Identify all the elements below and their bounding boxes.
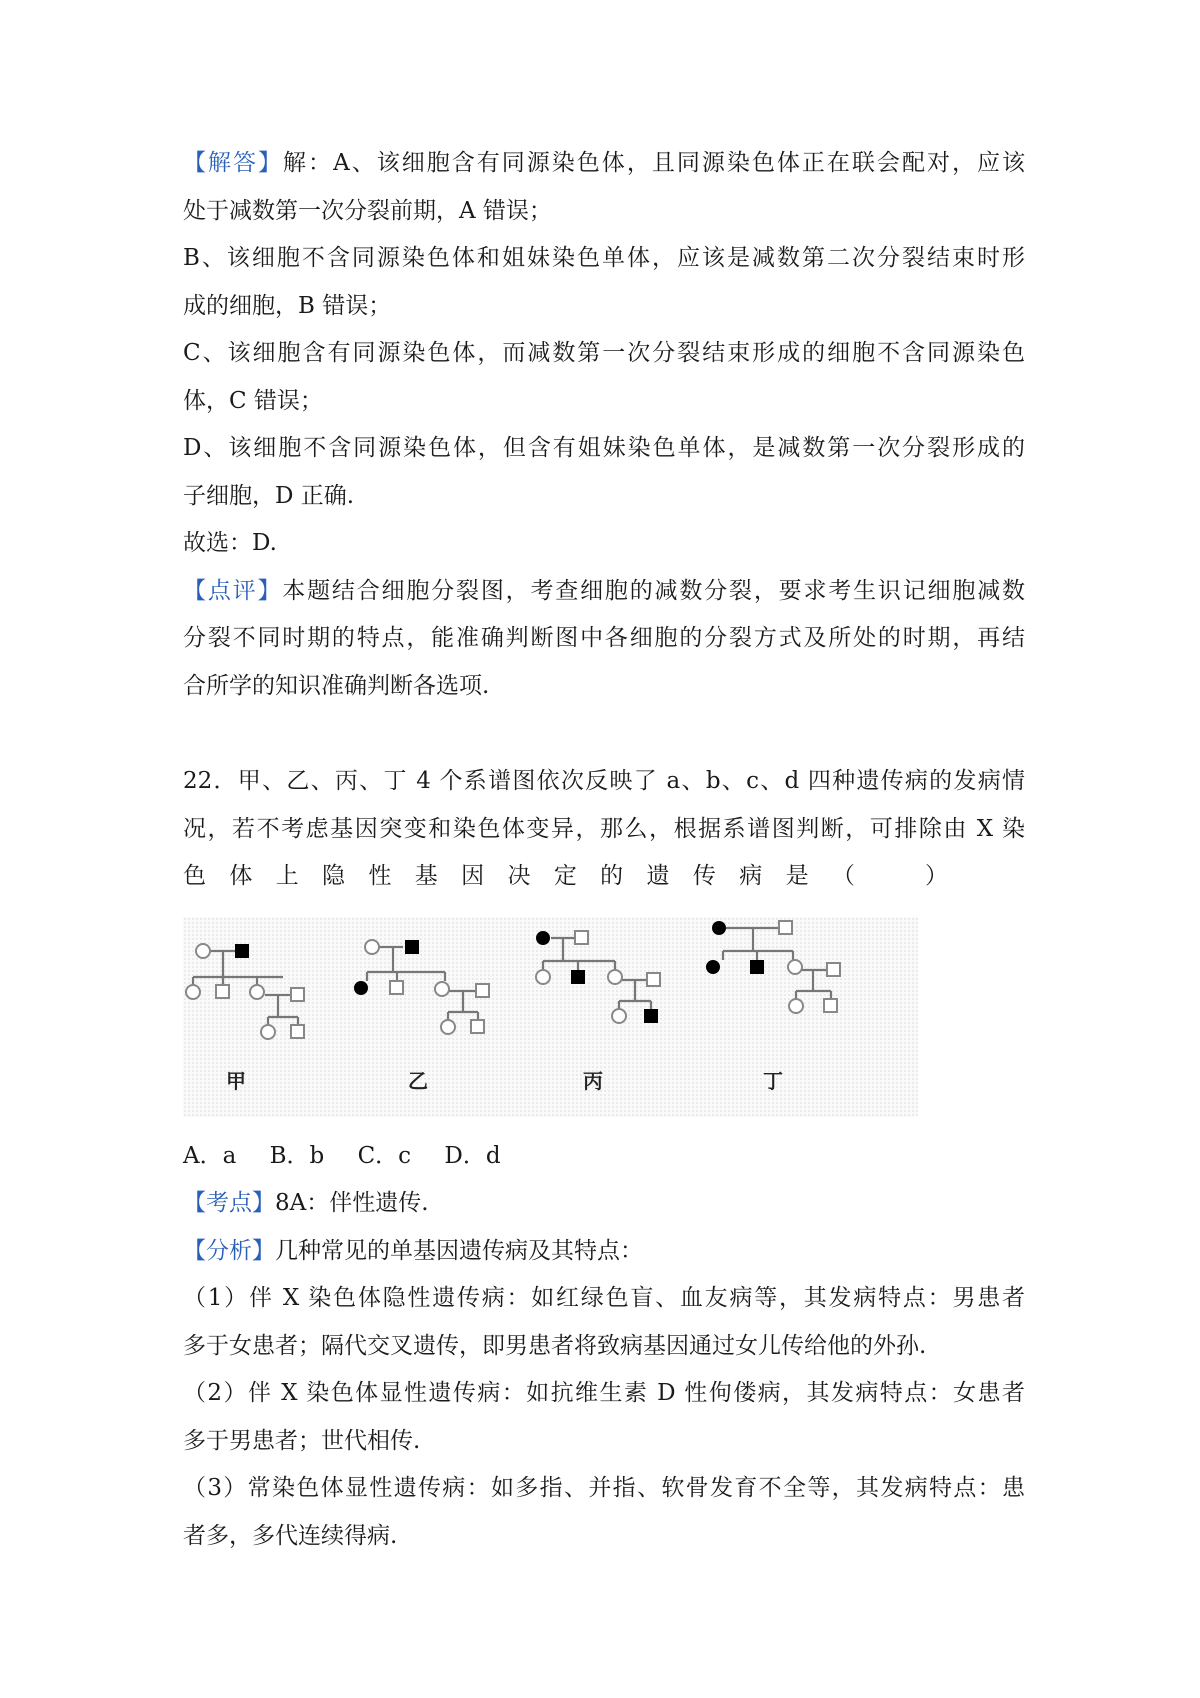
analysis-item-1-line-2: 多于女患者；隔代交叉遗传，即男患者将致病基因通过女儿传给他的外孙. bbox=[183, 1332, 927, 1359]
affected-female-symbol bbox=[536, 931, 550, 945]
analysis-line: 【分析】几种常见的单基因遗传病及其特点： bbox=[183, 1237, 643, 1264]
unaffected-female-symbol bbox=[441, 1020, 455, 1034]
document-page bbox=[183, 140, 1025, 1560]
answer-line-3: B、该细胞不含同源染色体和姐妹染色单体，应该是减数第二次分裂结束时形 bbox=[183, 245, 1025, 271]
unaffected-female-symbol bbox=[196, 944, 210, 958]
answer-conclusion: 故选：D. bbox=[183, 530, 277, 556]
unaffected-female-symbol bbox=[261, 1025, 275, 1039]
unaffected-male-symbol bbox=[779, 921, 792, 934]
option-c: C．c bbox=[357, 1142, 412, 1169]
unaffected-male-symbol bbox=[216, 985, 229, 998]
affected-male-symbol bbox=[571, 970, 585, 984]
answer-options bbox=[183, 1133, 1025, 1181]
answer-line-6: 体，C 错误； bbox=[183, 387, 323, 414]
affected-male-symbol bbox=[235, 944, 249, 958]
option-d: D．d bbox=[444, 1142, 501, 1169]
unaffected-female-symbol bbox=[250, 985, 264, 999]
pedigree-label-yi: 乙 bbox=[408, 1068, 428, 1093]
unaffected-male-symbol bbox=[390, 981, 403, 994]
affected-male-symbol bbox=[405, 940, 419, 954]
question-line-3: 色 体 上 隐 性 基 因 决 定 的 遗 传 病 是 （ ） bbox=[183, 863, 948, 889]
pedigree-label-ding: 丁 bbox=[763, 1068, 783, 1093]
answer-line-5: C、该细胞含有同源染色体，而减数第一次分裂结束形成的细胞不含同源染色 bbox=[183, 340, 1025, 366]
unaffected-male-symbol bbox=[824, 999, 837, 1012]
unaffected-female-symbol bbox=[789, 999, 803, 1013]
comment-line-2: 分裂不同时期的特点，能准确判断图中各细胞的分裂方式及所处的时期，再结 bbox=[183, 625, 1025, 651]
answer-line-4: 成的细胞，B 错误； bbox=[183, 292, 392, 319]
unaffected-male-symbol bbox=[476, 984, 489, 997]
unaffected-female-symbol bbox=[612, 1009, 626, 1023]
analysis-item-2-line-2: 多于男患者；世代相传. bbox=[183, 1427, 421, 1454]
answer-line-8: 子细胞，D 正确. bbox=[183, 482, 355, 509]
affected-male-symbol bbox=[750, 960, 764, 974]
question-line-2: 况，若不考虑基因突变和染色体变异，那么，根据系谱图判断，可排除由 X 染 bbox=[183, 815, 1025, 842]
unaffected-male-symbol bbox=[291, 988, 304, 1001]
unaffected-female-symbol bbox=[435, 982, 449, 996]
unaffected-male-symbol bbox=[647, 973, 660, 986]
analysis-tag: 【分析】 bbox=[183, 1237, 275, 1264]
analysis-item-3-line-1: （3）常染色体显性遗传病：如多指、并指、软骨发育不全等，其发病特点：患 bbox=[183, 1475, 1025, 1501]
kaodian-line: 【考点】8A：伴性遗传. bbox=[183, 1190, 429, 1216]
comment-line-1: 【点评】本题结合细胞分裂图，考查细胞的减数分裂，要求考生识记细胞减数 bbox=[183, 577, 1026, 604]
unaffected-female-symbol bbox=[365, 940, 379, 954]
comment-line-3: 合所学的知识准确判断各选项. bbox=[183, 672, 490, 699]
analysis-item-3-line-2: 者多，多代连续得病. bbox=[183, 1522, 398, 1549]
affected-female-symbol bbox=[354, 981, 368, 995]
pedigree-figure bbox=[183, 917, 918, 1117]
answer-tag: 【解答】 bbox=[183, 150, 284, 176]
answer-line-1: 【解答】解：A、该细胞含有同源染色体，且同源染色体正在联会配对，应该 bbox=[183, 150, 1025, 176]
unaffected-female-symbol bbox=[608, 970, 622, 984]
unaffected-male-symbol bbox=[575, 931, 588, 944]
pedigree-label-bing: 丙 bbox=[583, 1068, 603, 1093]
affected-female-symbol bbox=[706, 960, 720, 974]
option-b: B．b bbox=[269, 1142, 325, 1169]
affected-female-symbol bbox=[712, 921, 726, 935]
affected-male-symbol bbox=[644, 1009, 658, 1023]
unaffected-female-symbol bbox=[186, 985, 200, 999]
unaffected-male-symbol bbox=[291, 1025, 304, 1038]
option-a: A．a bbox=[183, 1142, 237, 1169]
pedigree-diagrams bbox=[183, 917, 918, 1117]
unaffected-female-symbol bbox=[536, 970, 550, 984]
analysis-item-1-line-1: （1）伴 X 染色体隐性遗传病：如红绿色盲、血友病等，其发病特点：男患者 bbox=[183, 1285, 1025, 1311]
answer-line-2: 处于减数第一次分裂前期，A 错误； bbox=[183, 197, 552, 224]
kaodian-tag: 【考点】 bbox=[183, 1190, 275, 1216]
unaffected-female-symbol bbox=[788, 960, 802, 974]
unaffected-male-symbol bbox=[827, 963, 840, 976]
question-line-1: 22．甲、乙、丙、丁 4 个系谱图依次反映了 a、b、c、d 四种遗传病的发病情 bbox=[183, 768, 1025, 794]
unaffected-male-symbol bbox=[471, 1020, 484, 1033]
comment-tag: 【点评】 bbox=[183, 577, 283, 604]
pedigree-label-jia: 甲 bbox=[226, 1068, 246, 1093]
answer-line-7: D、该细胞不含同源染色体，但含有姐妹染色单体，是减数第一次分裂形成的 bbox=[183, 435, 1025, 461]
analysis-item-2-line-1: （2）伴 X 染色体显性遗传病：如抗维生素 D 性佝偻病，其发病特点：女患者 bbox=[183, 1380, 1025, 1406]
